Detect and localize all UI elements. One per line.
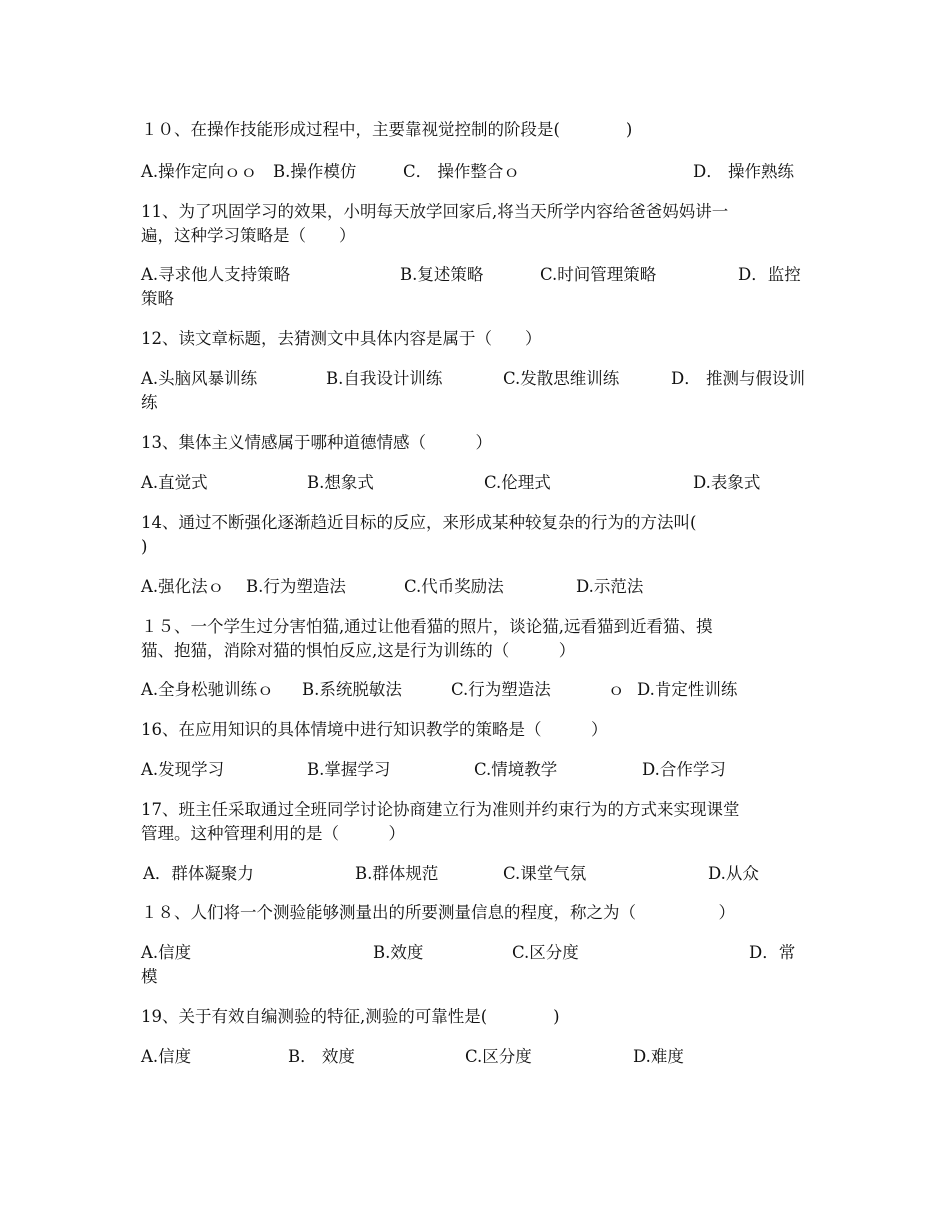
question-17-stem-line2: 管理。这种管理利用的是（ ） [141, 824, 405, 843]
question-19-option-b: B． 效度 [288, 1047, 355, 1066]
question-15-stem-line1: １５、一个学生过分害怕猫,通过让他看猫的照片，谈论猫,远看猫到近看猫、摸 [141, 617, 713, 636]
question-10-stem: １０、在操作技能形成过程中，主要靠视觉控制的阶段是( ) [141, 120, 633, 139]
question-18-option-d-wrap: 模 [141, 967, 158, 986]
question-17-option-d: D.从众 [708, 864, 759, 883]
question-11-stem-line2: 遍，这种学习策略是（ ） [141, 226, 356, 245]
question-18-stem: １８、人们将一个测验能够测量出的所要测量信息的程度，称之为（ ） [141, 903, 735, 922]
question-19-option-c: C.区分度 [465, 1047, 532, 1066]
question-13-option-a: A.直觉式 [141, 473, 208, 492]
question-15-stem-line2: 猫、抱猫，消除对猫的惧怕反应,这是行为训练的（ ） [141, 641, 576, 660]
question-14-option-b: B.行为塑造法 [246, 577, 346, 596]
question-10-option-d: D． 操作熟练 [693, 162, 794, 181]
question-18-option-b: B.效度 [373, 943, 424, 962]
question-19-option-a: A.信度 [141, 1047, 192, 1066]
question-15-option-c-mark: ｏ [608, 680, 625, 699]
question-15-option-b: B.系统脱敏法 [302, 680, 402, 699]
question-10-option-b: B.操作模仿 [273, 162, 357, 181]
question-11-option-c: C.时间管理策略 [540, 265, 657, 284]
question-14-option-a: A.强化法ｏ [141, 577, 225, 596]
question-17-option-b: B.群体规范 [355, 864, 439, 883]
question-15-option-a: A.全身松驰训练ｏ [141, 680, 274, 699]
question-14-option-c: C.代币奖励法 [404, 577, 504, 596]
question-16-stem: 16、在应用知识的具体情境中进行知识教学的策略是（ ） [141, 720, 608, 739]
question-12-option-b: B.自我设计训练 [326, 369, 443, 388]
question-13-option-c: C.伦理式 [484, 473, 551, 492]
question-16-option-d: D.合作学习 [642, 760, 726, 779]
question-16-option-a: A.发现学习 [141, 760, 225, 779]
question-18-option-d: D．常 [749, 943, 796, 962]
question-10-option-c: C． 操作整合ｏ [403, 162, 520, 181]
question-12-option-d-wrap: 练 [141, 393, 158, 412]
question-13-stem: 13、集体主义情感属于哪种道德情感（ ） [141, 433, 492, 452]
question-19-stem: 19、关于有效自编测验的特征,测验的可靠性是( ) [141, 1007, 560, 1026]
question-11-option-b: B.复述策略 [400, 265, 484, 284]
question-18-option-a: A.信度 [141, 943, 192, 962]
question-15-option-c: C.行为塑造法 [451, 680, 551, 699]
question-14-stem-line2: ) [141, 537, 148, 556]
question-16-option-b: B.掌握学习 [307, 760, 391, 779]
question-12-option-a: A.头脑风暴训练 [141, 369, 258, 388]
question-13-option-d: D.表象式 [693, 473, 761, 492]
question-14-option-d: D.示范法 [576, 577, 644, 596]
question-18-option-c: C.区分度 [512, 943, 579, 962]
question-11-stem-line1: 11、为了巩固学习的效果，小明每天放学回家后,将当天所学内容给爸爸妈妈讲一 [141, 202, 729, 221]
question-11-option-d-wrap: 策略 [141, 289, 174, 308]
question-17-option-a: A．群体凝聚力 [143, 864, 254, 883]
question-15-option-d: D.肯定性训练 [637, 680, 738, 699]
question-10-option-a: A.操作定向ｏｏ [141, 162, 258, 181]
question-13-option-b: B.想象式 [307, 473, 374, 492]
question-19-option-d: D.难度 [633, 1047, 684, 1066]
question-11-option-d: D．监控 [738, 265, 801, 284]
question-12-option-d: D． 推测与假设训 [671, 369, 805, 388]
question-17-option-c: C.课堂气氛 [503, 864, 587, 883]
question-16-option-c: C.情境教学 [474, 760, 558, 779]
question-12-option-c: C.发散思维训练 [503, 369, 620, 388]
question-12-stem: 12、读文章标题，去猜测文中具体内容是属于（ ） [141, 329, 542, 348]
question-14-stem-line1: 14、通过不断强化逐渐趋近目标的反应，来形成某种较复杂的行为的方法叫( [141, 513, 697, 532]
question-11-option-a: A.寻求他人支持策略 [141, 265, 291, 284]
question-17-stem-line1: 17、班主任采取通过全班同学讨论协商建立行为准则并约束行为的方式来实现课堂 [141, 800, 740, 819]
